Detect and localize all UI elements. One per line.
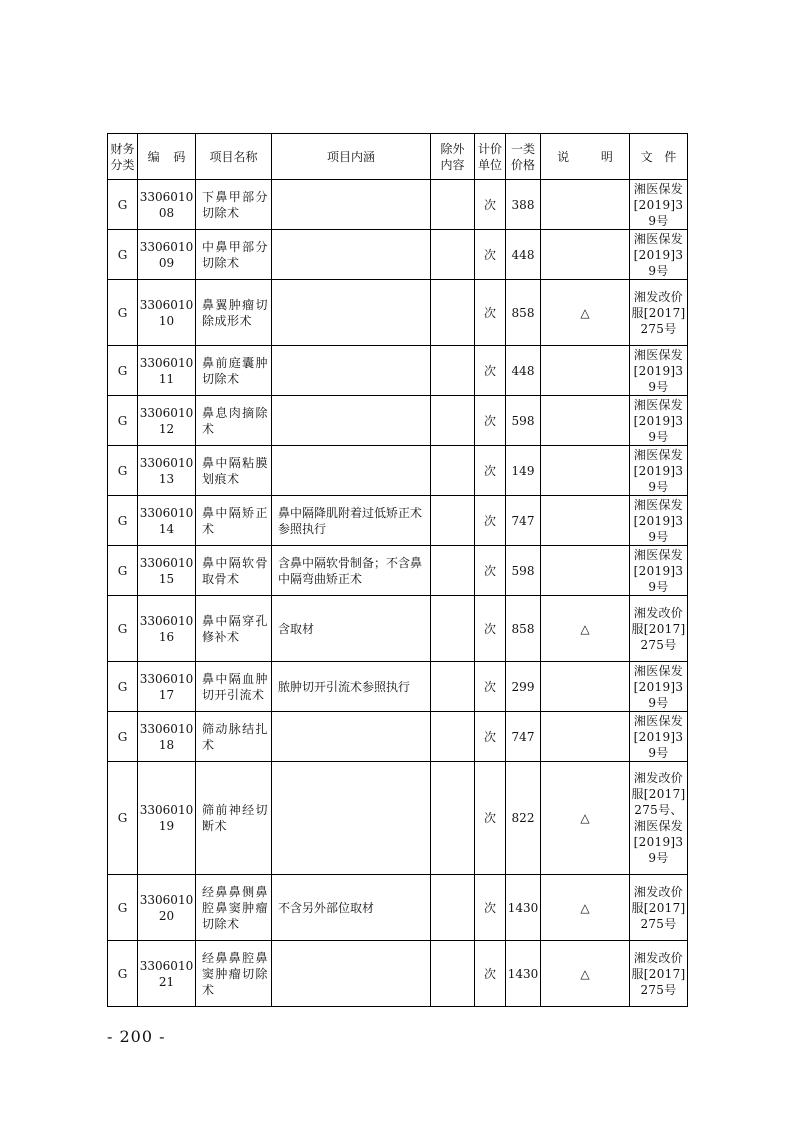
- row-document: 湘发改价服[2017]275号: [630, 875, 688, 941]
- table-row: [108, 280, 688, 346]
- row-note: △: [541, 280, 630, 346]
- row-category: G: [108, 875, 138, 941]
- row-code: 330601010: [138, 280, 196, 346]
- row-code: 330601011: [138, 346, 196, 396]
- row-name: 鼻中隔穿孔修补术: [196, 596, 272, 662]
- row-content: [272, 941, 431, 1007]
- row-excluded: [431, 346, 475, 396]
- row-price: 448: [506, 230, 541, 280]
- row-document: 湘医保发[2019]39号: [630, 396, 688, 446]
- row-name: 鼻中隔软骨取骨术: [196, 546, 272, 596]
- row-name: 鼻中隔血肿切开引流术: [196, 662, 272, 712]
- row-excluded: [431, 446, 475, 496]
- row-content: [272, 446, 431, 496]
- row-content: [272, 230, 431, 280]
- row-unit: 次: [475, 546, 506, 596]
- row-content: 不含另外部位取材: [272, 875, 431, 941]
- row-content: [272, 280, 431, 346]
- page-number: - 200 -: [107, 1027, 166, 1046]
- row-content: 鼻中隔降肌附着过低矫正术参照执行: [272, 496, 431, 546]
- row-excluded: [431, 280, 475, 346]
- table-row: [108, 596, 688, 662]
- row-code: 330601017: [138, 662, 196, 712]
- table-row: [108, 662, 688, 712]
- row-note: [541, 662, 630, 712]
- row-unit: 次: [475, 662, 506, 712]
- row-category: G: [108, 941, 138, 1007]
- row-name: 鼻翼肿瘤切除成形术: [196, 280, 272, 346]
- row-note: [541, 230, 630, 280]
- table-row: [108, 230, 688, 280]
- header-note: 说 明: [541, 134, 630, 180]
- table-row: [108, 346, 688, 396]
- row-unit: 次: [475, 346, 506, 396]
- row-category: G: [108, 396, 138, 446]
- row-unit: 次: [475, 762, 506, 875]
- table-row: [108, 396, 688, 446]
- row-name: 经鼻鼻腔鼻窦肿瘤切除术: [196, 941, 272, 1007]
- row-content: [272, 762, 431, 875]
- row-excluded: [431, 875, 475, 941]
- row-unit: 次: [475, 596, 506, 662]
- row-price: 747: [506, 712, 541, 762]
- table-row: [108, 496, 688, 546]
- row-name: 经鼻鼻侧鼻腔鼻窦肿瘤切除术: [196, 875, 272, 941]
- row-content: [272, 396, 431, 446]
- row-unit: 次: [475, 875, 506, 941]
- row-category: G: [108, 446, 138, 496]
- price-table: [107, 133, 688, 1007]
- row-note: △: [541, 762, 630, 875]
- row-category: G: [108, 596, 138, 662]
- row-price: 858: [506, 280, 541, 346]
- row-unit: 次: [475, 180, 506, 230]
- row-code: 330601009: [138, 230, 196, 280]
- row-category: G: [108, 762, 138, 875]
- row-name: 筛动脉结扎术: [196, 712, 272, 762]
- row-content: [272, 180, 431, 230]
- row-category: G: [108, 662, 138, 712]
- row-category: G: [108, 180, 138, 230]
- row-price: 1430: [506, 941, 541, 1007]
- row-code: 330601015: [138, 546, 196, 596]
- row-price: 299: [506, 662, 541, 712]
- row-note: △: [541, 941, 630, 1007]
- row-excluded: [431, 662, 475, 712]
- row-document: 湘医保发[2019]39号: [630, 546, 688, 596]
- row-price: 388: [506, 180, 541, 230]
- row-document: 湘发改价服[2017]275号: [630, 596, 688, 662]
- row-unit: 次: [475, 230, 506, 280]
- row-document: 湘发改价服[2017]275号、湘医保发[2019]39号: [630, 762, 688, 875]
- row-excluded: [431, 546, 475, 596]
- row-name: 鼻中隔粘膜划痕术: [196, 446, 272, 496]
- header-price: 一类 价格: [506, 134, 541, 180]
- row-name: 筛前神经切断术: [196, 762, 272, 875]
- row-name: 下鼻甲部分切除术: [196, 180, 272, 230]
- row-excluded: [431, 712, 475, 762]
- row-category: G: [108, 496, 138, 546]
- row-unit: 次: [475, 280, 506, 346]
- row-document: 湘发改价服[2017]275号: [630, 280, 688, 346]
- row-content: 脓肿切开引流术参照执行: [272, 662, 431, 712]
- row-document: 湘医保发[2019]39号: [630, 346, 688, 396]
- row-code: 330601020: [138, 875, 196, 941]
- header-content: 项目内涵: [272, 134, 431, 180]
- row-code: 330601018: [138, 712, 196, 762]
- row-price: 149: [506, 446, 541, 496]
- row-note: [541, 180, 630, 230]
- row-note: △: [541, 596, 630, 662]
- row-excluded: [431, 180, 475, 230]
- header-code: 编 码: [138, 134, 196, 180]
- row-excluded: [431, 941, 475, 1007]
- header-document: 文 件: [630, 134, 688, 180]
- row-note: [541, 396, 630, 446]
- row-content: 含鼻中隔软骨制备；不含鼻中隔弯曲矫正术: [272, 546, 431, 596]
- row-document: 湘医保发[2019]39号: [630, 180, 688, 230]
- row-price: 598: [506, 546, 541, 596]
- row-price: 858: [506, 596, 541, 662]
- row-price: 822: [506, 762, 541, 875]
- row-note: [541, 496, 630, 546]
- header-unit: 计价 单位: [475, 134, 506, 180]
- table-row: [108, 762, 688, 875]
- row-name: 鼻中隔矫正术: [196, 496, 272, 546]
- table-header-row: [108, 134, 688, 180]
- row-content: 含取材: [272, 596, 431, 662]
- row-excluded: [431, 396, 475, 446]
- row-excluded: [431, 230, 475, 280]
- row-excluded: [431, 762, 475, 875]
- row-price: 747: [506, 496, 541, 546]
- row-unit: 次: [475, 712, 506, 762]
- row-unit: 次: [475, 396, 506, 446]
- row-content: [272, 346, 431, 396]
- row-note: △: [541, 875, 630, 941]
- row-code: 330601013: [138, 446, 196, 496]
- row-document: 湘发改价服[2017]275号: [630, 941, 688, 1007]
- row-document: 湘医保发[2019]39号: [630, 712, 688, 762]
- row-category: G: [108, 230, 138, 280]
- row-category: G: [108, 712, 138, 762]
- row-name: 中鼻甲部分切除术: [196, 230, 272, 280]
- row-name: 鼻息肉摘除术: [196, 396, 272, 446]
- table-row: [108, 180, 688, 230]
- row-document: 湘医保发[2019]39号: [630, 662, 688, 712]
- row-document: 湘医保发[2019]39号: [630, 496, 688, 546]
- table-row: [108, 875, 688, 941]
- row-category: G: [108, 546, 138, 596]
- table-row: [108, 546, 688, 596]
- header-name: 项目名称: [196, 134, 272, 180]
- row-unit: 次: [475, 941, 506, 1007]
- row-note: [541, 346, 630, 396]
- table-row: [108, 941, 688, 1007]
- row-unit: 次: [475, 496, 506, 546]
- row-excluded: [431, 596, 475, 662]
- row-document: 湘医保发[2019]39号: [630, 446, 688, 496]
- row-price: 1430: [506, 875, 541, 941]
- row-note: [541, 446, 630, 496]
- row-document: 湘医保发[2019]39号: [630, 230, 688, 280]
- row-code: 330601019: [138, 762, 196, 875]
- row-category: G: [108, 346, 138, 396]
- header-category: 财务 分类: [108, 134, 138, 180]
- row-price: 448: [506, 346, 541, 396]
- row-excluded: [431, 496, 475, 546]
- header-excluded: 除外 内容: [431, 134, 475, 180]
- row-category: G: [108, 280, 138, 346]
- row-code: 330601014: [138, 496, 196, 546]
- row-code: 330601016: [138, 596, 196, 662]
- row-price: 598: [506, 396, 541, 446]
- table-row: [108, 446, 688, 496]
- row-name: 鼻前庭囊肿切除术: [196, 346, 272, 396]
- row-code: 330601012: [138, 396, 196, 446]
- row-code: 330601008: [138, 180, 196, 230]
- row-code: 330601021: [138, 941, 196, 1007]
- row-unit: 次: [475, 446, 506, 496]
- row-note: [541, 546, 630, 596]
- table-row: [108, 712, 688, 762]
- row-note: [541, 712, 630, 762]
- row-content: [272, 712, 431, 762]
